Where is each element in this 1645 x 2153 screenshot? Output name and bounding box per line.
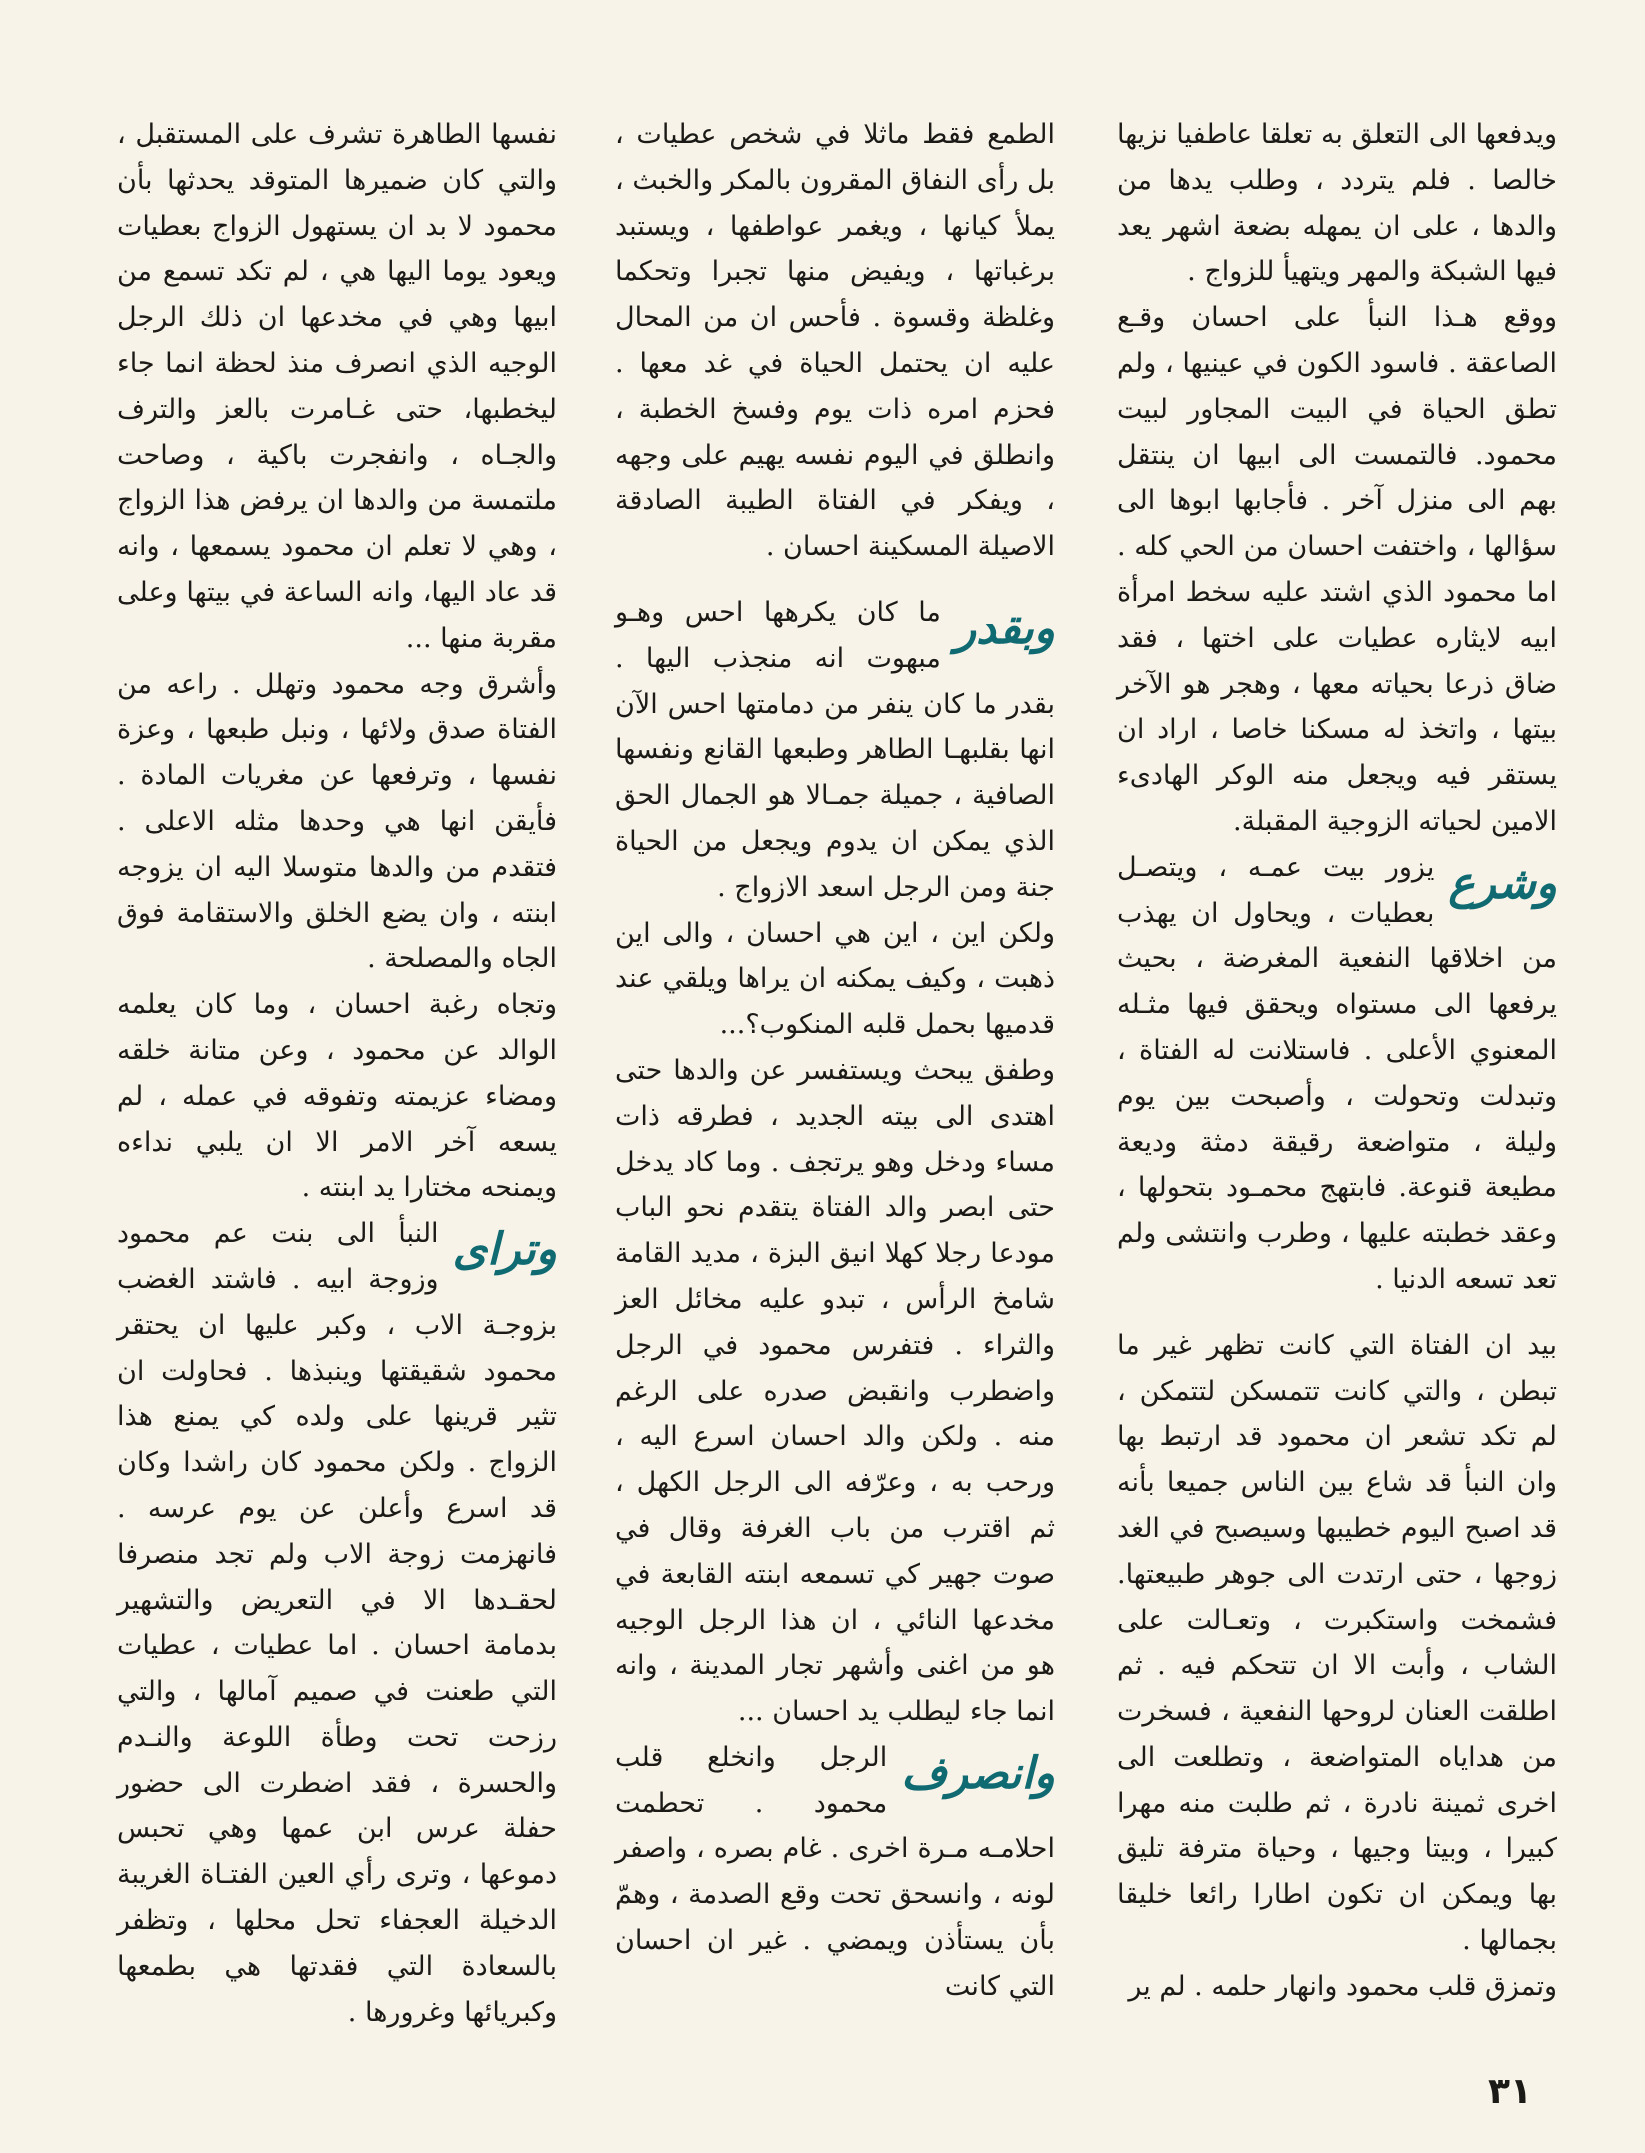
text-column-right — [1117, 112, 1557, 2010]
section-keyword: وانصرف — [901, 1747, 1055, 1799]
paragraph — [1117, 845, 1557, 1303]
section-keyword: وبقدر — [954, 602, 1055, 654]
paragraph: ويدفعها الى التعلق به تعلقا عاطفيا نزيها خالصا . فلم يتردد ، وطلب يدها من والدها ، على ان يمهله بضعة اشهر يعد فيها الشبكة والمهر ويتهيأ للزواج . — [1117, 119, 1557, 288]
paragraph: الطمع فقط ماثلا في شخص عطيات ، بل رأى النفاق المقرون بالمكر والخبث ، يملأ كيانها ، ويغمر عواطفها ، ويستبد برغباتها ، ويفيض منها تجبرا وتحكما وغلظة وقسوة . فأحس ان من المحال عليه ان يحتمل الحياة في غد معها . فحزم امره ذات يوم وفسخ الخطبة ، وانطلق في اليوم نفسه يهيم على وجهه ، ويفكر في الفتاة الطيبة الصادقة الاصيلة المسكينة احسان . — [615, 119, 1055, 563]
paragraph: وتجاه رغبة احسان ، وما كان يعلمه الوالد عن محمود ، وعن متانة خلقه ومضاء عزيمته وتفوقه في عمله ، لم يسعه آخر الامر الا ان يلبي نداءه ويمنحه مختارا يد ابنته . — [117, 989, 557, 1204]
paragraph: ووقع هـذا النبأ على احسان وقـع الصاعقة . فاسود الكون في عينيها ، ولم تطق الحياة في البيت المجاور لبيت محمود. فالتمست الى ابيها ان ينتقل بهم الى منزل آخر . فأجابها ابوها الى سؤالها ، واختفت احسان من الحي كله . اما محمود الذي اشتد عليه سخط امرأة ابيه لايثاره عطيات على اختها ، فقد ضاق ذرعا بحياته معها ، وهجر هو الآخر بيتها ، واتخذ له مسكنا خاصا ، اراد ان يستقر فيه ويجعل منه الوكر الهادىء الامين لحياته الزوجية المقبلة. — [1117, 302, 1557, 837]
paragraph: وطفق يبحث ويستفسر عن والدها حتى اهتدى الى بيته الجديد ، فطرقه ذات مساء ودخل وهو يرتجف . وما كاد يدخل حتى ابصر والد الفتاة يتقدم نحو الباب مودعا رجلا كهلا انيق البزة ، مديد القامة شامخ الرأس ، تبدو عليه مخائل العز والثراء . فتفرس محمود في الرجل واضطرب وانقبض صدره على الرغم منه . ولكن والد احسان اسرع اليه ، ورحب به ، وعرّفه الى الرجل الكهل ، ثم اقترب من باب الغرفة وقال في صوت جهير كي تسمعه ابنته القابعة في مخدعها النائي ، ان هذا الرجل الوجيه هو من اغنى وأشهر تجار المدينة ، وانه انما جاء ليطلب يد احسان ... — [615, 1054, 1055, 1728]
section-keyword: وتراى — [452, 1224, 557, 1276]
paragraph-body: ما كان يكرهها احس وهـو مبهوت انه منجذب اليها . بقدر ما كان ينفر من دمامتها احس الآن انها بقلبهـا الطاهر وطبعها القانع ونفسها الصافية ، جميلة جمـالا هو الجمال الحق الذي يمكن ان يدوم ويجعل من الحياة جنة ومن الرجل اسعد الازواج . — [615, 596, 1055, 903]
paragraph — [117, 1211, 557, 2035]
paragraph: بيد ان الفتاة التي كانت تظهر غير ما تبطن ، والتي كانت تتمسكن لتتمكن ، لم تكد تشعر ان محمود قد ارتبط بها وان النبأ قد شاع بين الناس جميعا بأنه قد اصبح اليوم خطيبها وسيصبح في الغد زوجها ، حتى ارتدت الى جوهر طبيعتها. فشمخت واستكبرت ، وتعـالت على الشاب ، وأبت الا ان تتحكم فيه . ثم اطلقت العنان لروحها النفعية ، فسخرت من هداياه المتواضعة ، وتطلعت الى اخرى ثمينة نادرة ، ثم طلبت منه مهرا كبيرا ، وبيتا وجيها ، وحياة مترفة تليق بها ويمكن ان تكون اطارا رائعا خليقا بجمالها . — [1117, 1329, 1557, 1957]
text-column-left — [117, 112, 557, 2035]
paragraph: ولكن اين ، اين هي احسان ، والى اين ذهبت ، وكيف يمكنه ان يراها ويلقي عند قدميها بحمل قلبه المنكوب؟... — [615, 917, 1055, 1041]
paragraph — [615, 1735, 1055, 2010]
paragraph — [615, 590, 1055, 911]
paragraph: وأشرق وجه محمود وتهلل . راعه من الفتاة صدق ولائها ، ونبل طبعها ، وعزة نفسها ، وترفعها عن مغريات المادة . فأيقن انها هي وحدها مثله الاعلى . فتقدم من والدها متوسلا اليه ان يزوجه ابنته ، وان يضع الخلق والاستقامة فوق الجاه والمصلحة . — [117, 668, 557, 975]
page-number: ٣١ — [1488, 2071, 1532, 2112]
paragraph: نفسها الطاهرة تشرف على المستقبل ، والتي كان ضميرها المتوقد يحدثها بأن محمود لا بد ان يستهول الزواج بعطيات ويعود يوما اليها هي ، لم تكد تسمع من ابيها وهي في مخدعها ان ذلك الرجل الوجيه الذي انصرف منذ لحظة انما جاء ليخطبها، حتى غـامرت بالعز والترف والجـاه ، وانفجرت باكية ، وصاحت ملتمسة من والدها ان يرفض هذا الزواج ، وهي لا تعلم ان محمود يسمعها ، وانه قد عاد اليها، وانه الساعة في بيتها وعلى مقربة منها ... — [117, 119, 557, 654]
paragraph-body: النبأ الى بنت عم محمود وزوجة ابيه . فاشتد الغضب بزوجـة الاب ، وكبر عليها ان يحتقر محمود شقيقتها وينبذها . فحاولت ان تثير قرينها على ولده كي يمنع هذا الزواج . ولكن محمود كان راشدا وكان قد اسرع وأعلن عن يوم عرسه . فانهزمت زوجة الاب ولم تجد منصرفا لحقـدها الا في التعريض والتشهير بدمامة احسان . اما عطيات ، عطيات التي طعنت في صميم آمالها ، والتي رزحت تحت وطأة اللوعة والنـدم والحسرة ، فقد اضطرت الى حضور حفلة عرس ابن عمها وهي تحبس دموعها ، وترى رأي العين الفتـاة الغريبة الدخيلة العجفاء تحل محلها ، وتظفر بالسعادة التي فقدتها هي بطمعها وكبريائها وغرورها . — [117, 1218, 557, 2028]
text-column-middle — [615, 112, 1055, 2010]
paragraph-body: يزور بيت عمـه ، ويتصـل بعطيات ، ويحاول ان يهذب من اخلاقها النفعية المغرضة ، بحيث يرفعها الى مستواه ويحقق فيها مثـله المعنوي الأعلى . فاستلانت له الفتاة ، وتبدلت وتحولت ، وأصبحت بين يوم وليلة ، متواضعة رقيقة دمثة وديعة مطيعة قنوعة. فابتهج محمـود بتحولها ، وعقد خطبته عليها ، وطرب وانتشى ولم تعد تسعه الدنيا . — [1117, 851, 1557, 1295]
section-keyword: وشرع — [1448, 857, 1557, 909]
paragraph: وتمزق قلب محمود وانهار حلمه . لم ير — [1128, 1970, 1557, 2002]
paragraph-body: الرجل وانخلع قلب محمود . تحطمت احلامـه مـرة اخرى . غام بصره ، واصفر لونه ، وانسحق تحت وقع الصدمة ، وهمّ بأن يستأذن ويمضي . غير ان احسان التي كانت — [615, 1741, 1055, 2002]
